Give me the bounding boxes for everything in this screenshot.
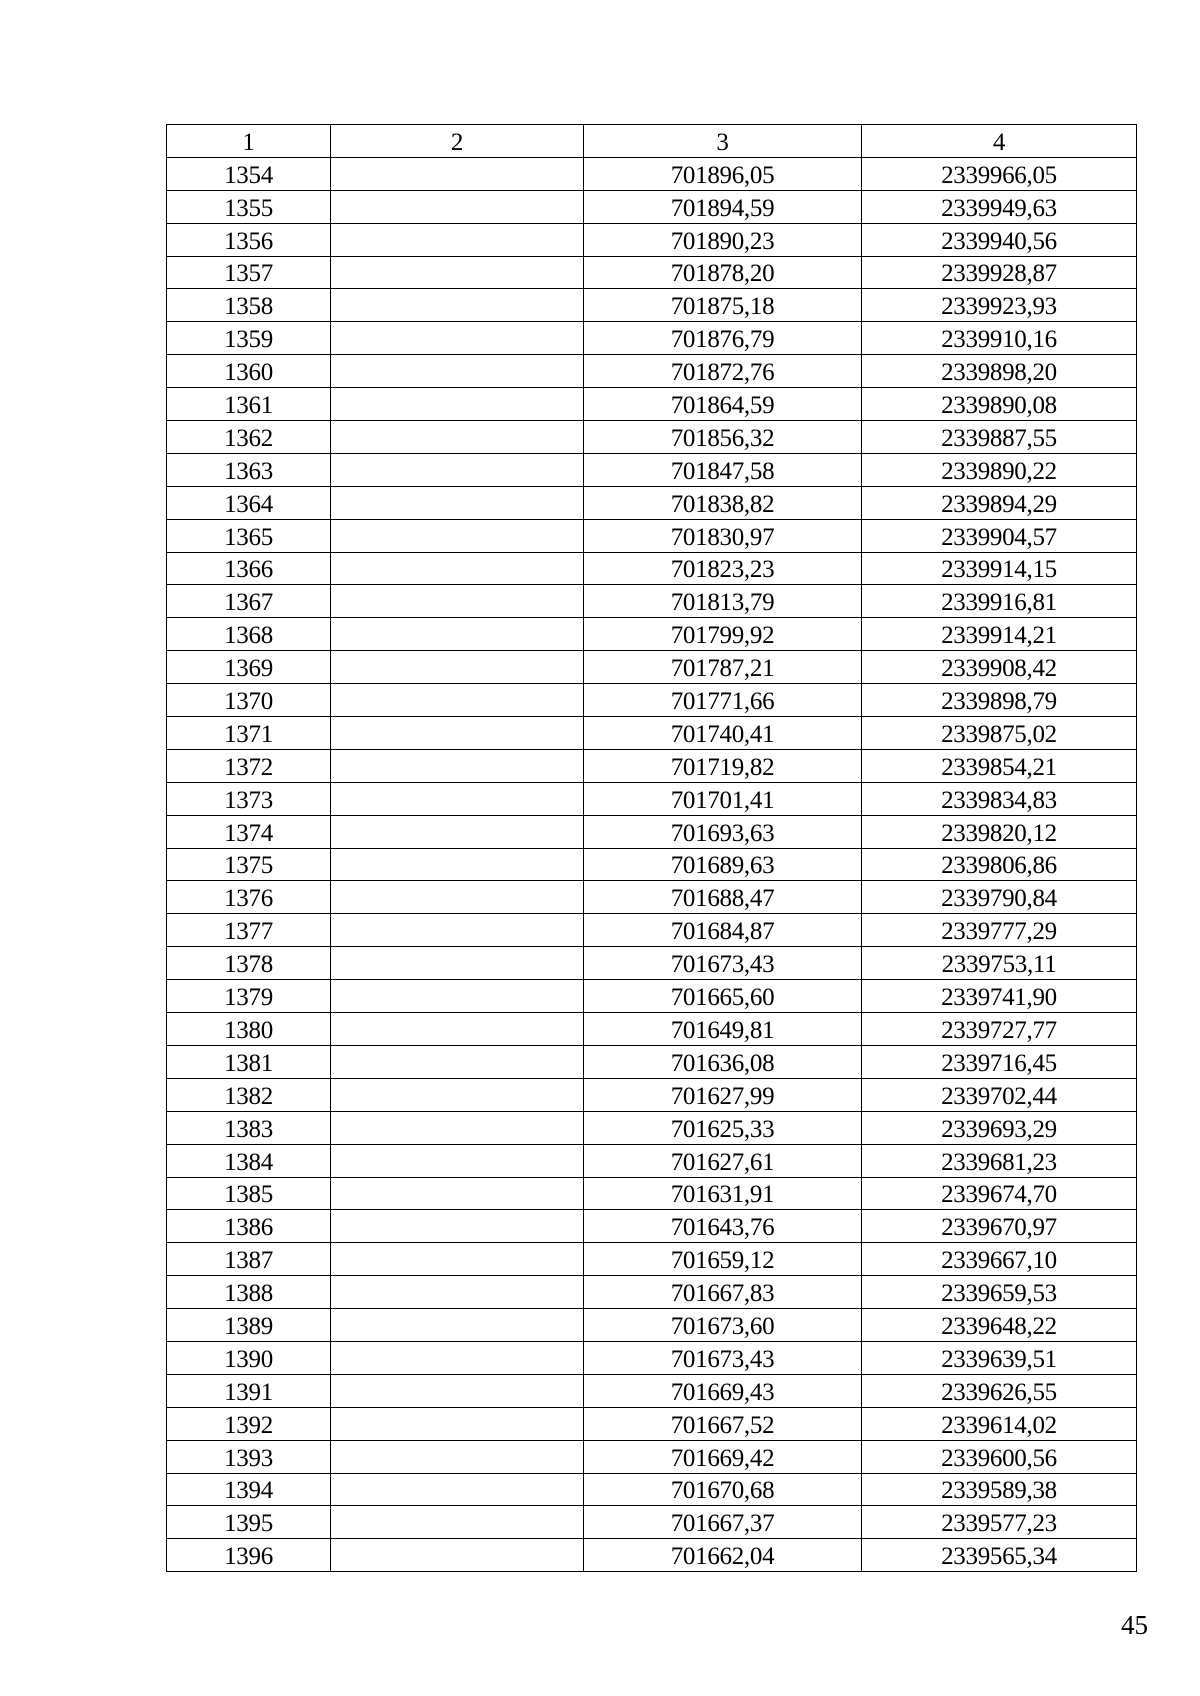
cell-x-coordinate: 701667,37 — [584, 1506, 862, 1539]
cell-point-number: 1395 — [167, 1506, 331, 1539]
table-row — [167, 947, 1137, 980]
cell-column-2 — [331, 749, 584, 782]
cell-column-2 — [331, 1309, 584, 1342]
cell-point-number: 1374 — [167, 815, 331, 848]
cell-x-coordinate: 701662,04 — [584, 1539, 862, 1572]
cell-y-coordinate: 2339727,77 — [862, 1013, 1137, 1046]
cell-column-2 — [331, 1210, 584, 1243]
cell-point-number: 1370 — [167, 684, 331, 717]
table-row — [167, 355, 1137, 388]
cell-y-coordinate: 2339966,05 — [862, 157, 1137, 190]
cell-y-coordinate: 2339916,81 — [862, 585, 1137, 618]
header-col-4: 4 — [862, 125, 1137, 158]
cell-point-number: 1380 — [167, 1013, 331, 1046]
cell-column-2 — [331, 1473, 584, 1506]
cell-point-number: 1375 — [167, 848, 331, 881]
cell-column-2 — [331, 1177, 584, 1210]
cell-point-number: 1372 — [167, 749, 331, 782]
cell-point-number: 1358 — [167, 289, 331, 322]
cell-point-number: 1356 — [167, 223, 331, 256]
cell-x-coordinate: 701856,32 — [584, 421, 862, 454]
cell-column-2 — [331, 1078, 584, 1111]
table-row — [167, 1276, 1137, 1309]
cell-x-coordinate: 701896,05 — [584, 157, 862, 190]
page-number: 45 — [1121, 1610, 1148, 1640]
cell-x-coordinate: 701673,43 — [584, 947, 862, 980]
cell-x-coordinate: 701719,82 — [584, 749, 862, 782]
header-row — [167, 125, 1137, 158]
cell-point-number: 1364 — [167, 486, 331, 519]
cell-x-coordinate: 701689,63 — [584, 848, 862, 881]
cell-y-coordinate: 2339875,02 — [862, 717, 1137, 750]
table-header — [167, 125, 1137, 158]
cell-x-coordinate: 701701,41 — [584, 782, 862, 815]
cell-x-coordinate: 701693,63 — [584, 815, 862, 848]
header-col-2: 2 — [331, 125, 584, 158]
table-row — [167, 1144, 1137, 1177]
table-row — [167, 1341, 1137, 1374]
cell-column-2 — [331, 1539, 584, 1572]
table-row — [167, 1111, 1137, 1144]
cell-x-coordinate: 701813,79 — [584, 585, 862, 618]
cell-y-coordinate: 2339790,84 — [862, 881, 1137, 914]
cell-y-coordinate: 2339600,56 — [862, 1440, 1137, 1473]
cell-point-number: 1373 — [167, 782, 331, 815]
cell-x-coordinate: 701659,12 — [584, 1243, 862, 1276]
table-row — [167, 486, 1137, 519]
cell-y-coordinate: 2339914,15 — [862, 552, 1137, 585]
cell-point-number: 1367 — [167, 585, 331, 618]
cell-column-2 — [331, 1506, 584, 1539]
cell-column-2 — [331, 947, 584, 980]
cell-point-number: 1396 — [167, 1539, 331, 1572]
cell-point-number: 1355 — [167, 190, 331, 223]
cell-y-coordinate: 2339659,53 — [862, 1276, 1137, 1309]
coordinates-table — [166, 124, 1137, 1572]
cell-y-coordinate: 2339681,23 — [862, 1144, 1137, 1177]
cell-y-coordinate: 2339777,29 — [862, 914, 1137, 947]
table-row — [167, 552, 1137, 585]
cell-point-number: 1381 — [167, 1045, 331, 1078]
cell-y-coordinate: 2339910,16 — [862, 322, 1137, 355]
cell-x-coordinate: 701830,97 — [584, 519, 862, 552]
cell-point-number: 1369 — [167, 651, 331, 684]
cell-point-number: 1361 — [167, 388, 331, 421]
cell-point-number: 1354 — [167, 157, 331, 190]
cell-point-number: 1368 — [167, 618, 331, 651]
table-row — [167, 980, 1137, 1013]
cell-y-coordinate: 2339674,70 — [862, 1177, 1137, 1210]
table-row — [167, 1045, 1137, 1078]
cell-x-coordinate: 701799,92 — [584, 618, 862, 651]
table-row — [167, 223, 1137, 256]
cell-point-number: 1377 — [167, 914, 331, 947]
table-row — [167, 190, 1137, 223]
cell-x-coordinate: 701667,52 — [584, 1407, 862, 1440]
cell-y-coordinate: 2339667,10 — [862, 1243, 1137, 1276]
cell-x-coordinate: 701872,76 — [584, 355, 862, 388]
cell-y-coordinate: 2339753,11 — [862, 947, 1137, 980]
cell-column-2 — [331, 157, 584, 190]
cell-column-2 — [331, 421, 584, 454]
table-row — [167, 256, 1137, 289]
cell-point-number: 1387 — [167, 1243, 331, 1276]
cell-x-coordinate: 701684,87 — [584, 914, 862, 947]
cell-x-coordinate: 701669,42 — [584, 1440, 862, 1473]
cell-y-coordinate: 2339614,02 — [862, 1407, 1137, 1440]
cell-y-coordinate: 2339890,22 — [862, 453, 1137, 486]
cell-x-coordinate: 701669,43 — [584, 1374, 862, 1407]
cell-point-number: 1393 — [167, 1440, 331, 1473]
cell-column-2 — [331, 848, 584, 881]
cell-column-2 — [331, 815, 584, 848]
table-row — [167, 1309, 1137, 1342]
cell-x-coordinate: 701625,33 — [584, 1111, 862, 1144]
table-row — [167, 289, 1137, 322]
table-row — [167, 1013, 1137, 1046]
cell-y-coordinate: 2339806,86 — [862, 848, 1137, 881]
table-row — [167, 618, 1137, 651]
table-row — [167, 1440, 1137, 1473]
cell-column-2 — [331, 552, 584, 585]
cell-column-2 — [331, 256, 584, 289]
cell-column-2 — [331, 1440, 584, 1473]
table-row — [167, 1177, 1137, 1210]
table-row — [167, 848, 1137, 881]
cell-column-2 — [331, 717, 584, 750]
cell-point-number: 1371 — [167, 717, 331, 750]
cell-x-coordinate: 701643,76 — [584, 1210, 862, 1243]
cell-y-coordinate: 2339702,44 — [862, 1078, 1137, 1111]
cell-column-2 — [331, 1407, 584, 1440]
cell-point-number: 1360 — [167, 355, 331, 388]
cell-column-2 — [331, 486, 584, 519]
table-row — [167, 1473, 1137, 1506]
cell-point-number: 1359 — [167, 322, 331, 355]
cell-x-coordinate: 701847,58 — [584, 453, 862, 486]
cell-point-number: 1378 — [167, 947, 331, 980]
cell-x-coordinate: 701864,59 — [584, 388, 862, 421]
cell-point-number: 1382 — [167, 1078, 331, 1111]
cell-column-2 — [331, 618, 584, 651]
cell-y-coordinate: 2339670,97 — [862, 1210, 1137, 1243]
cell-column-2 — [331, 914, 584, 947]
cell-column-2 — [331, 388, 584, 421]
cell-x-coordinate: 701876,79 — [584, 322, 862, 355]
cell-x-coordinate: 701667,83 — [584, 1276, 862, 1309]
cell-y-coordinate: 2339923,93 — [862, 289, 1137, 322]
cell-x-coordinate: 701627,99 — [584, 1078, 862, 1111]
table-row — [167, 1407, 1137, 1440]
cell-point-number: 1379 — [167, 980, 331, 1013]
cell-point-number: 1391 — [167, 1374, 331, 1407]
cell-column-2 — [331, 1111, 584, 1144]
cell-y-coordinate: 2339565,34 — [862, 1539, 1137, 1572]
cell-x-coordinate: 701875,18 — [584, 289, 862, 322]
cell-y-coordinate: 2339626,55 — [862, 1374, 1137, 1407]
cell-y-coordinate: 2339716,45 — [862, 1045, 1137, 1078]
cell-y-coordinate: 2339894,29 — [862, 486, 1137, 519]
cell-y-coordinate: 2339589,38 — [862, 1473, 1137, 1506]
cell-column-2 — [331, 651, 584, 684]
header-col-3: 3 — [584, 125, 862, 158]
cell-y-coordinate: 2339898,20 — [862, 355, 1137, 388]
table-row — [167, 388, 1137, 421]
table-row — [167, 1374, 1137, 1407]
cell-x-coordinate: 701787,21 — [584, 651, 862, 684]
cell-column-2 — [331, 1144, 584, 1177]
cell-x-coordinate: 701673,43 — [584, 1341, 862, 1374]
table-row — [167, 1506, 1137, 1539]
cell-column-2 — [331, 223, 584, 256]
cell-column-2 — [331, 881, 584, 914]
cell-x-coordinate: 701894,59 — [584, 190, 862, 223]
cell-point-number: 1362 — [167, 421, 331, 454]
cell-x-coordinate: 701636,08 — [584, 1045, 862, 1078]
cell-y-coordinate: 2339693,29 — [862, 1111, 1137, 1144]
cell-point-number: 1365 — [167, 519, 331, 552]
cell-column-2 — [331, 289, 584, 322]
cell-column-2 — [331, 1243, 584, 1276]
cell-point-number: 1376 — [167, 881, 331, 914]
cell-x-coordinate: 701771,66 — [584, 684, 862, 717]
cell-point-number: 1390 — [167, 1341, 331, 1374]
table-row — [167, 717, 1137, 750]
cell-column-2 — [331, 980, 584, 1013]
cell-point-number: 1363 — [167, 453, 331, 486]
cell-point-number: 1383 — [167, 1111, 331, 1144]
cell-column-2 — [331, 453, 584, 486]
cell-x-coordinate: 701631,91 — [584, 1177, 862, 1210]
cell-x-coordinate: 701627,61 — [584, 1144, 862, 1177]
cell-point-number: 1388 — [167, 1276, 331, 1309]
cell-column-2 — [331, 322, 584, 355]
cell-y-coordinate: 2339854,21 — [862, 749, 1137, 782]
cell-y-coordinate: 2339904,57 — [862, 519, 1137, 552]
header-col-1: 1 — [167, 125, 331, 158]
table-row — [167, 914, 1137, 947]
cell-y-coordinate: 2339577,23 — [862, 1506, 1137, 1539]
cell-y-coordinate: 2339928,87 — [862, 256, 1137, 289]
table-row — [167, 1539, 1137, 1572]
cell-y-coordinate: 2339898,79 — [862, 684, 1137, 717]
cell-y-coordinate: 2339648,22 — [862, 1309, 1137, 1342]
cell-x-coordinate: 701670,68 — [584, 1473, 862, 1506]
cell-x-coordinate: 701878,20 — [584, 256, 862, 289]
cell-y-coordinate: 2339741,90 — [862, 980, 1137, 1013]
cell-x-coordinate: 701890,23 — [584, 223, 862, 256]
cell-x-coordinate: 701740,41 — [584, 717, 862, 750]
cell-y-coordinate: 2339940,56 — [862, 223, 1137, 256]
table-row — [167, 322, 1137, 355]
cell-point-number: 1392 — [167, 1407, 331, 1440]
cell-column-2 — [331, 585, 584, 618]
table-row — [167, 1078, 1137, 1111]
table-row — [167, 453, 1137, 486]
cell-point-number: 1357 — [167, 256, 331, 289]
table-row — [167, 421, 1137, 454]
table-row — [167, 815, 1137, 848]
table-row — [167, 1210, 1137, 1243]
cell-y-coordinate: 2339639,51 — [862, 1341, 1137, 1374]
cell-point-number: 1394 — [167, 1473, 331, 1506]
table-row — [167, 157, 1137, 190]
cell-x-coordinate: 701688,47 — [584, 881, 862, 914]
cell-x-coordinate: 701649,81 — [584, 1013, 862, 1046]
cell-y-coordinate: 2339890,08 — [862, 388, 1137, 421]
cell-x-coordinate: 701823,23 — [584, 552, 862, 585]
table-row — [167, 1243, 1137, 1276]
cell-column-2 — [331, 190, 584, 223]
cell-column-2 — [331, 684, 584, 717]
cell-column-2 — [331, 1374, 584, 1407]
table-body — [167, 157, 1137, 1571]
cell-y-coordinate: 2339949,63 — [862, 190, 1137, 223]
table-row — [167, 782, 1137, 815]
table-row — [167, 684, 1137, 717]
cell-column-2 — [331, 355, 584, 388]
table-row — [167, 585, 1137, 618]
cell-point-number: 1385 — [167, 1177, 331, 1210]
cell-y-coordinate: 2339908,42 — [862, 651, 1137, 684]
cell-column-2 — [331, 1045, 584, 1078]
cell-column-2 — [331, 1341, 584, 1374]
cell-column-2 — [331, 782, 584, 815]
cell-y-coordinate: 2339820,12 — [862, 815, 1137, 848]
table-row — [167, 749, 1137, 782]
cell-x-coordinate: 701673,60 — [584, 1309, 862, 1342]
cell-y-coordinate: 2339914,21 — [862, 618, 1137, 651]
table-row — [167, 519, 1137, 552]
cell-y-coordinate: 2339834,83 — [862, 782, 1137, 815]
cell-column-2 — [331, 1276, 584, 1309]
cell-point-number: 1366 — [167, 552, 331, 585]
table-row — [167, 881, 1137, 914]
cell-point-number: 1384 — [167, 1144, 331, 1177]
table-row — [167, 651, 1137, 684]
cell-x-coordinate: 701665,60 — [584, 980, 862, 1013]
cell-column-2 — [331, 519, 584, 552]
cell-point-number: 1386 — [167, 1210, 331, 1243]
cell-column-2 — [331, 1013, 584, 1046]
cell-x-coordinate: 701838,82 — [584, 486, 862, 519]
cell-y-coordinate: 2339887,55 — [862, 421, 1137, 454]
cell-point-number: 1389 — [167, 1309, 331, 1342]
